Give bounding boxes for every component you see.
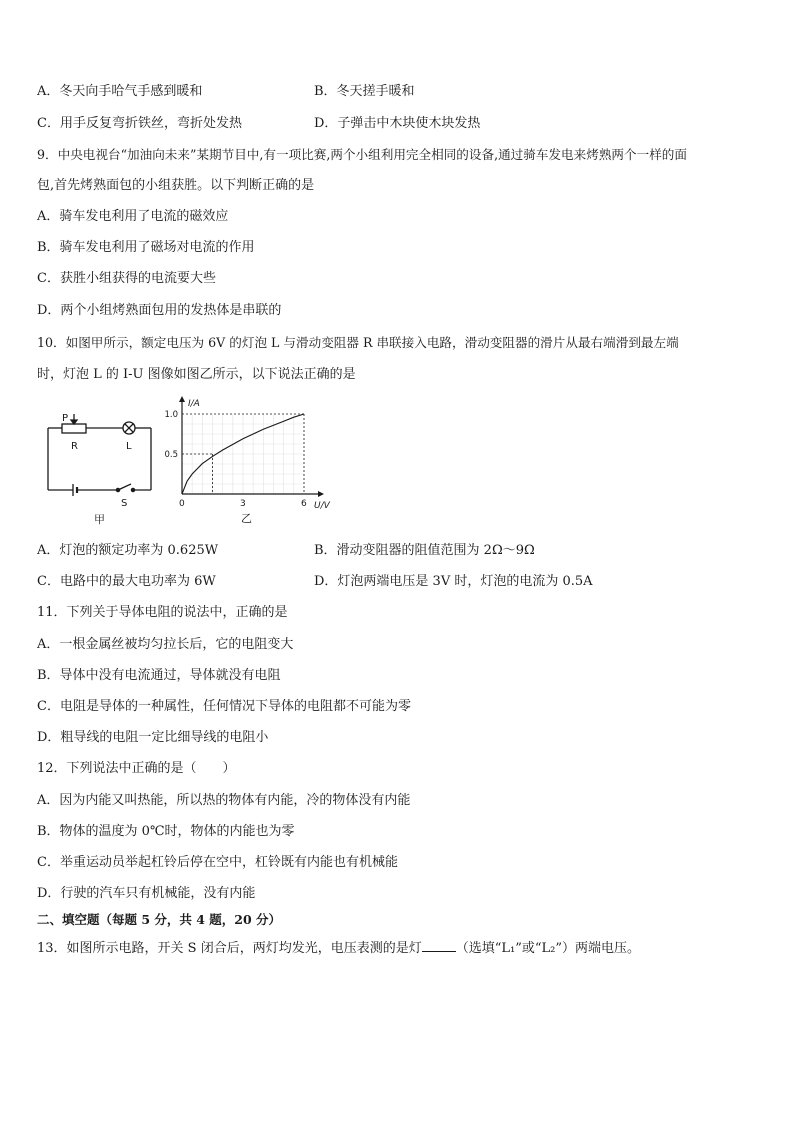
y-tick-label: 0.5 xyxy=(164,450,178,460)
q13-stem xyxy=(37,939,640,958)
q8-option-a[interactable]: A．冬天向手哈气手感到暖和 xyxy=(37,84,203,99)
chart-caption-yi: 乙 xyxy=(241,512,252,525)
iu-graph-yi xyxy=(164,392,350,527)
q13-answer-blank[interactable] xyxy=(422,939,456,952)
q11-stem: 11．下列关于导体电阻的说法中，正确的是 xyxy=(37,605,288,620)
caption-jia: 甲 xyxy=(94,513,105,526)
q11-option-d[interactable]: D．粗导线的电阻一定比细导线的电阻小 xyxy=(37,730,269,745)
q11-option-b[interactable]: B．导体中没有电流通过，导体就没有电阻 xyxy=(37,668,281,683)
q13-stem-part2: （选填“L₁”或“L₂”）两端电压。 xyxy=(455,941,640,956)
label-l: L xyxy=(126,441,132,452)
q10-stem-line2: 时，灯泡 L 的 I-U 图像如图乙所示，以下说法正确的是 xyxy=(37,367,356,382)
y-axis-arrow xyxy=(179,396,185,402)
q8-option-c[interactable]: C．用手反复弯折铁丝，弯折处发热 xyxy=(37,116,242,131)
x-tick-label: 3 xyxy=(240,499,246,509)
q8-option-d[interactable]: D．子弹击中木块使木块发热 xyxy=(314,116,481,131)
x-tick-label: 6 xyxy=(301,499,307,509)
q12-stem: 12．下列说法中正确的是（ ） xyxy=(37,761,236,776)
q8-option-b[interactable]: B．冬天搓手暖和 xyxy=(314,84,415,99)
q12-option-a[interactable]: A．因为内能又叫热能，所以热的物体有内能，冷的物体没有内能 xyxy=(37,793,411,808)
label-p: P xyxy=(62,413,69,424)
x-tick-label: 0 xyxy=(179,499,185,509)
q10-option-b[interactable]: B．滑动变阻器的阻值范围为 2Ω～9Ω xyxy=(314,543,535,558)
q13-stem-part1: 13．如图所示电路，开关 S 闭合后，两灯均发光，电压表测的是灯 xyxy=(37,941,422,956)
q10-stem-line1: 10．如图甲所示，额定电压为 6V 的灯泡 L 与滑动变阻器 R 串联接入电路，滑动变阻器的滑片从最右端滑到最左端 xyxy=(37,335,679,350)
circuit-diagram-jia xyxy=(36,408,166,528)
q12-option-c[interactable]: C．举重运动员举起杠铃后停在空中，杠铃既有内能也有机械能 xyxy=(37,855,398,870)
label-s: S xyxy=(121,498,128,509)
q9-stem-line2: 包,首先烤熟面包的小组获胜。以下判断正确的是 xyxy=(37,178,315,193)
x-axis-arrow xyxy=(318,491,324,497)
y-axis-label: I/A xyxy=(188,399,200,409)
q11-option-c[interactable]: C．电阻是导体的一种属性，任何情况下导体的电阻都不可能为零 xyxy=(37,699,411,714)
section-fill-in-title: 二、填空题（每题 5 分，共 4 题，20 分） xyxy=(37,912,282,927)
q12-option-d[interactable]: D．行驶的汽车只有机械能，没有内能 xyxy=(37,886,256,901)
q12-option-b[interactable]: B．物体的温度为 0℃时，物体的内能也为零 xyxy=(37,824,295,839)
label-r: R xyxy=(71,441,78,452)
q10-option-d[interactable]: D．灯泡两端电压是 3V 时，灯泡的电流为 0.5A xyxy=(314,574,593,589)
q11-option-a[interactable]: A．一根金属丝被均匀拉长后，它的电阻变大 xyxy=(37,637,294,652)
x-axis-label: U/V xyxy=(314,501,330,511)
q10-option-a[interactable]: A．灯泡的额定功率为 0.625W xyxy=(37,543,219,558)
y-tick-label: 1.0 xyxy=(164,410,178,420)
q9-option-a[interactable]: A．骑车发电利用了电流的磁效应 xyxy=(37,209,229,224)
q9-option-b[interactable]: B．骑车发电利用了磁场对电流的作用 xyxy=(37,240,255,255)
q9-stem-line1: 9．中央电视台“加油向未来”某期节目中,有一项比赛,两个小组利用完全相同的设备,通过骑车发电来烤熟两个一样的面 xyxy=(37,147,687,162)
q9-option-c[interactable]: C．获胜小组获得的电流要大些 xyxy=(37,271,216,286)
q9-option-d[interactable]: D．两个小组烤熟面包用的发热体是串联的 xyxy=(37,303,282,318)
q10-option-c[interactable]: C．电路中的最大电功率为 6W xyxy=(37,574,216,589)
rheostat-r xyxy=(62,424,86,433)
